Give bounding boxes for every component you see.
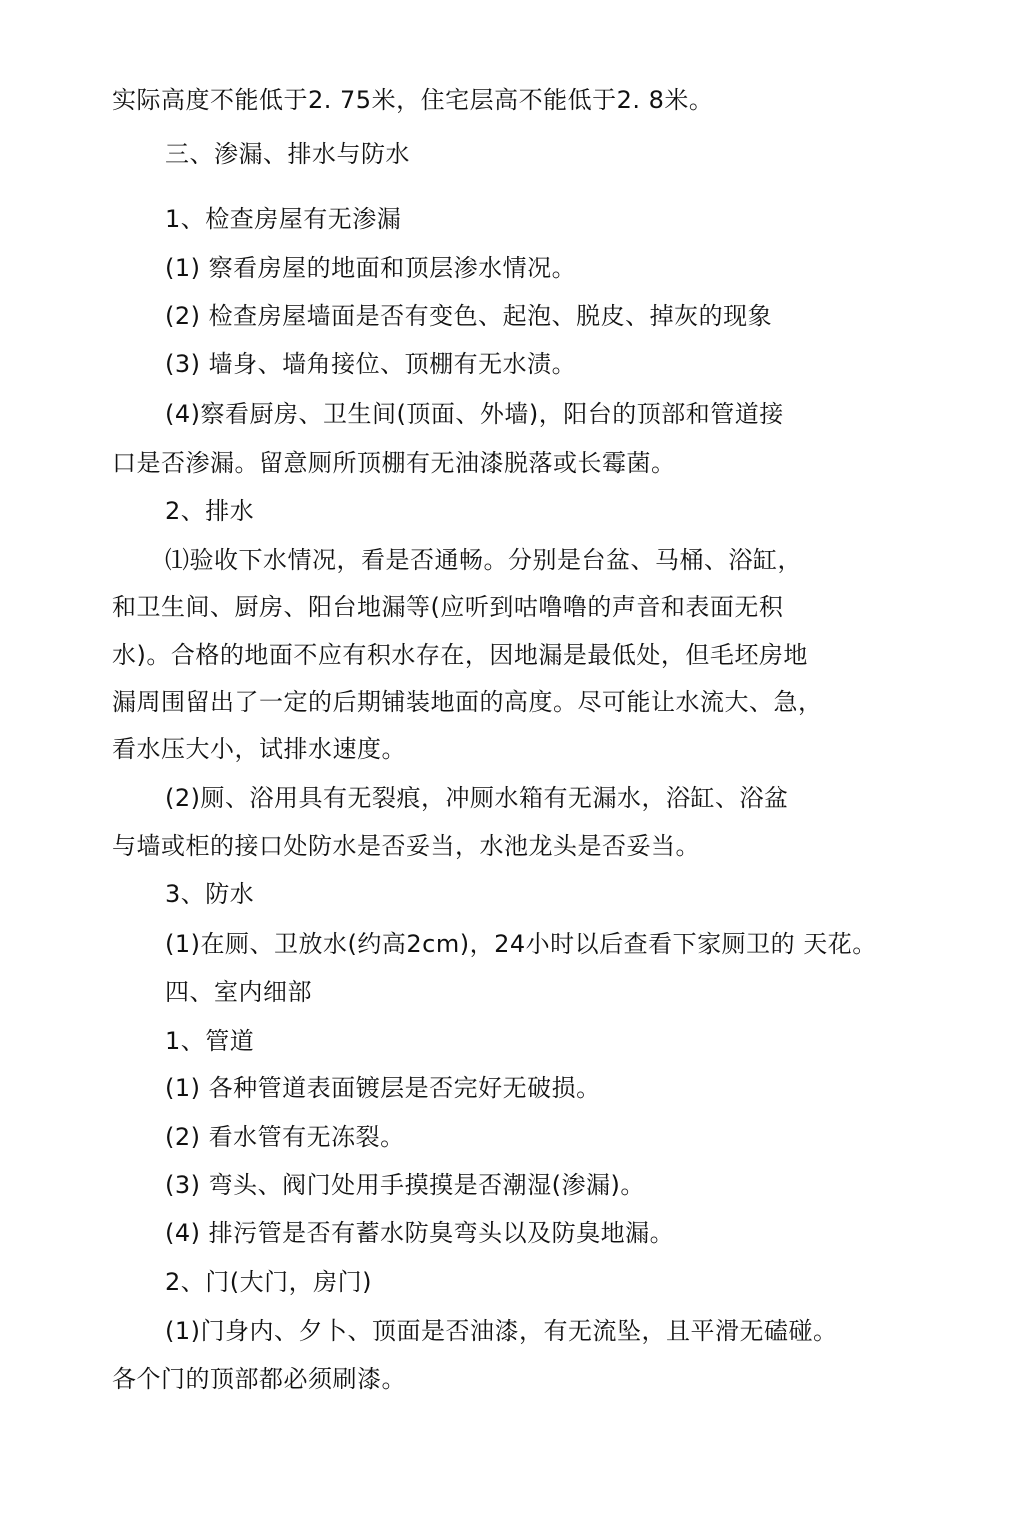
- text-line: 看水压大小，试排水速度。: [112, 735, 406, 763]
- text-line: 水)。合格的地面不应有积水存在，因地漏是最低处，但毛坯房地: [112, 641, 808, 669]
- text-line: (1) 各种管道表面镀层是否完好无破损。: [165, 1074, 601, 1102]
- text-line: 实际高度不能低于2. 75米，住宅层高不能低于2. 8米。: [112, 86, 714, 114]
- text-line: 和卫生间、厨房、阳台地漏等(应听到咕噜噜的声音和表面无积: [112, 593, 784, 621]
- text-line: (2) 检查房屋墙面是否有变色、起泡、脱皮、掉灰的现象: [165, 302, 773, 330]
- subsection-heading: 1、管道: [165, 1027, 255, 1055]
- text-line: 漏周围留出了一定的后期铺装地面的高度。尽可能让水流大、急，: [112, 688, 823, 716]
- subsection-heading: 3、防水: [165, 880, 255, 908]
- text-line: (3) 弯头、阀门处用手摸摸是否潮湿(渗漏)。: [165, 1171, 645, 1199]
- text-line: 各个门的顶部都必须刷漆。: [112, 1365, 406, 1393]
- text-line: 与墙或柜的接口处防水是否妥当，水池龙头是否妥当。: [112, 832, 700, 860]
- section-heading: 四、室内细部: [165, 978, 312, 1006]
- text-line: ⑴验收下水情况，看是否通畅。分别是台盆、马桶、浴缸，: [165, 546, 802, 574]
- subsection-heading: 1、检查房屋有无渗漏: [165, 205, 402, 233]
- text-line: (1) 察看房屋的地面和顶层渗水情况。: [165, 254, 577, 282]
- text-line: (2)厕、浴用具有无裂痕，冲厕水箱有无漏水，浴缸、浴盆: [165, 784, 789, 812]
- text-line: 口是否渗漏。留意厕所顶棚有无油漆脱落或长霉菌。: [112, 449, 676, 477]
- section-heading: 三、渗漏、排水与防水: [165, 140, 410, 168]
- text-line: (1)门身内、夕卜、顶面是否油漆，有无流坠，且平滑无磕碰。: [165, 1317, 838, 1345]
- subsection-heading: 2、排水: [165, 497, 255, 525]
- text-line: (3) 墙身、墙角接位、顶棚有无水渍。: [165, 350, 577, 378]
- text-line: (1)在厕、卫放水(约高2cm)，24小时以后查看下家厕卫的 天花。: [165, 930, 877, 958]
- text-line: (2) 看水管有无冻裂。: [165, 1123, 405, 1151]
- subsection-heading: 2、门(大门，房门): [165, 1268, 372, 1296]
- text-line: (4)察看厨房、卫生间(顶面、外墙)，阳台的顶部和管道接: [165, 400, 784, 428]
- text-line: (4) 排污管是否有蓄水防臭弯头以及防臭地漏。: [165, 1219, 675, 1247]
